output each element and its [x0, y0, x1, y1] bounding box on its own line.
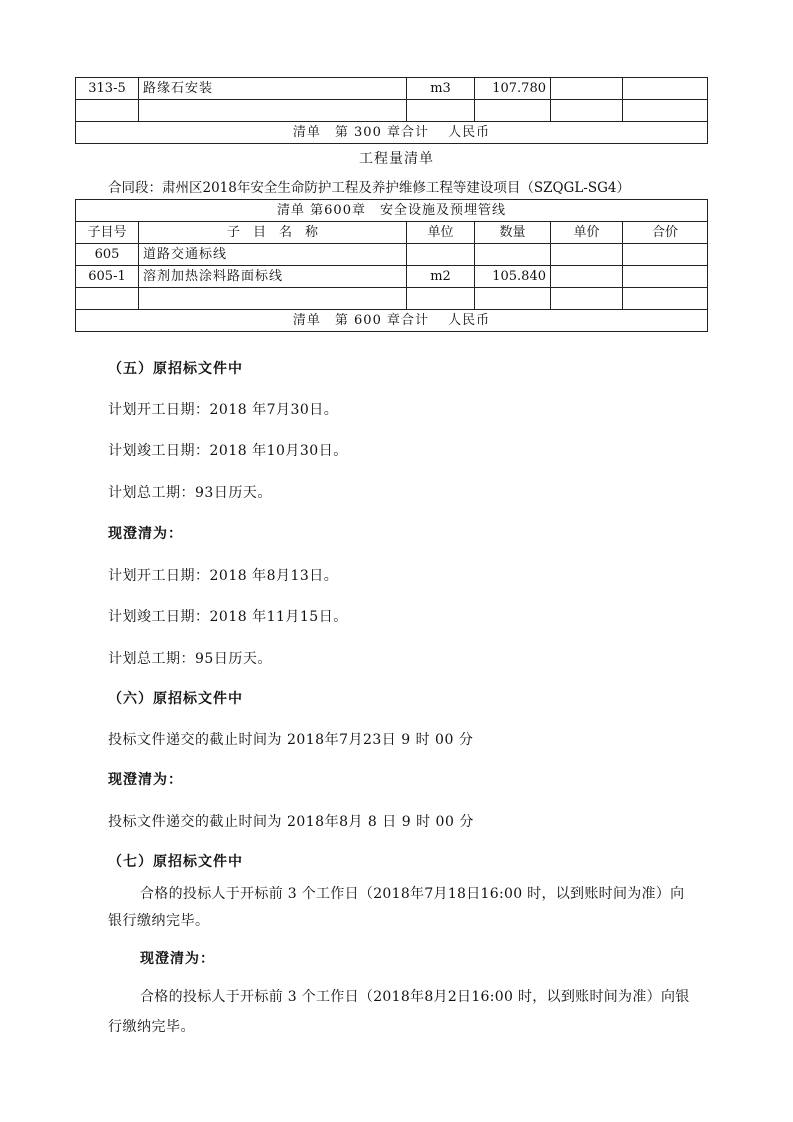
chapter-total: 清单 第 600 章合计 人民币: [76, 310, 708, 332]
item-amount: [623, 266, 708, 288]
header-row: [76, 222, 708, 244]
item-quantity: 107.780: [475, 78, 551, 100]
original-start-date: 计划开工日期：2018 年7月30日。: [108, 402, 339, 418]
section-5-heading: （五）原招标文件中: [108, 361, 243, 377]
col-header-code: 子目号: [76, 222, 139, 244]
item-unit: [407, 244, 475, 266]
item-unit: [407, 100, 475, 122]
revised-deposit-text-line2: 行缴纳完毕。: [108, 1019, 195, 1035]
item-code: [76, 288, 139, 310]
table-row: [76, 78, 708, 100]
clarification-heading: 现澄清为：: [140, 951, 215, 967]
item-code: 605: [76, 244, 139, 266]
item-unit: [407, 288, 475, 310]
clarification-heading: 现澄清为：: [108, 526, 183, 542]
item-unit-price: [551, 100, 623, 122]
revised-total-duration: 计划总工期：95日历天。: [108, 651, 272, 667]
item-name: 溶剂加热涂料路面标线: [139, 266, 407, 288]
item-unit-price: [551, 288, 623, 310]
item-code: [76, 100, 139, 122]
item-unit-price: [551, 266, 623, 288]
col-header-unit-price: 单价: [551, 222, 623, 244]
contract-section-line: 合同段：肃州区2018年安全生命防护工程及养护维修工程等建设项目（SZQGL-SG4）: [108, 180, 630, 196]
table-row: [76, 266, 708, 288]
total-row: [76, 122, 708, 144]
bill-table-chapter-600: [75, 199, 708, 332]
item-amount: [623, 244, 708, 266]
chapter-total: 清单 第 300 章合计 人民币: [76, 122, 708, 144]
col-header-name: 子 目 名 称: [139, 222, 407, 244]
table-row: [76, 244, 708, 266]
table-row: [76, 288, 708, 310]
item-quantity: [475, 288, 551, 310]
item-unit-price: [551, 78, 623, 100]
col-header-unit: 单位: [407, 222, 475, 244]
col-header-amount: 合价: [623, 222, 708, 244]
original-deposit-text-line1: 合格的投标人于开标前 3 个工作日（2018年7月18日16:00 时，以到账时间为准）向: [140, 886, 685, 902]
item-unit: m3: [407, 78, 475, 100]
item-amount: [623, 100, 708, 122]
item-name: 路缘石安装: [139, 78, 407, 100]
original-completion-date: 计划竣工日期：2018 年10月30日。: [108, 443, 348, 459]
item-quantity: 105.840: [475, 266, 551, 288]
revised-deposit-text-line1: 合格的投标人于开标前 3 个工作日（2018年8月2日16:00 时，以到账时间为准）向银: [140, 989, 690, 1005]
chapter-row: [76, 200, 708, 222]
original-submission-deadline: 投标文件递交的截止时间为 2018年7月23日 9 时 00 分: [108, 732, 474, 748]
original-total-duration: 计划总工期：93日历天。: [108, 485, 272, 501]
item-quantity: [475, 244, 551, 266]
item-unit: m2: [407, 266, 475, 288]
item-code: 313-5: [76, 78, 139, 100]
clarification-heading: 现澄清为：: [108, 772, 183, 788]
revised-submission-deadline: 投标文件递交的截止时间为 2018年8月 8 日 9 时 00 分: [108, 814, 474, 830]
document-title: 工程量清单: [359, 151, 434, 167]
item-name: [139, 100, 407, 122]
chapter-title: 清单 第600章 安全设施及预埋管线: [76, 200, 708, 222]
item-name: [139, 288, 407, 310]
revised-start-date: 计划开工日期：2018 年8月13日。: [108, 568, 339, 584]
col-header-quantity: 数量: [475, 222, 551, 244]
bill-table-chapter-300: [75, 77, 708, 144]
item-amount: [623, 78, 708, 100]
table-row: [76, 100, 708, 122]
item-code: 605-1: [76, 266, 139, 288]
section-7-heading: （七）原招标文件中: [108, 854, 243, 870]
item-unit-price: [551, 244, 623, 266]
item-name: 道路交通标线: [139, 244, 407, 266]
item-amount: [623, 288, 708, 310]
total-row: [76, 310, 708, 332]
item-quantity: [475, 100, 551, 122]
revised-completion-date: 计划竣工日期：2018 年11月15日。: [108, 609, 348, 625]
section-6-heading: （六）原招标文件中: [108, 691, 243, 707]
original-deposit-text-line2: 银行缴纳完毕。: [108, 913, 210, 929]
